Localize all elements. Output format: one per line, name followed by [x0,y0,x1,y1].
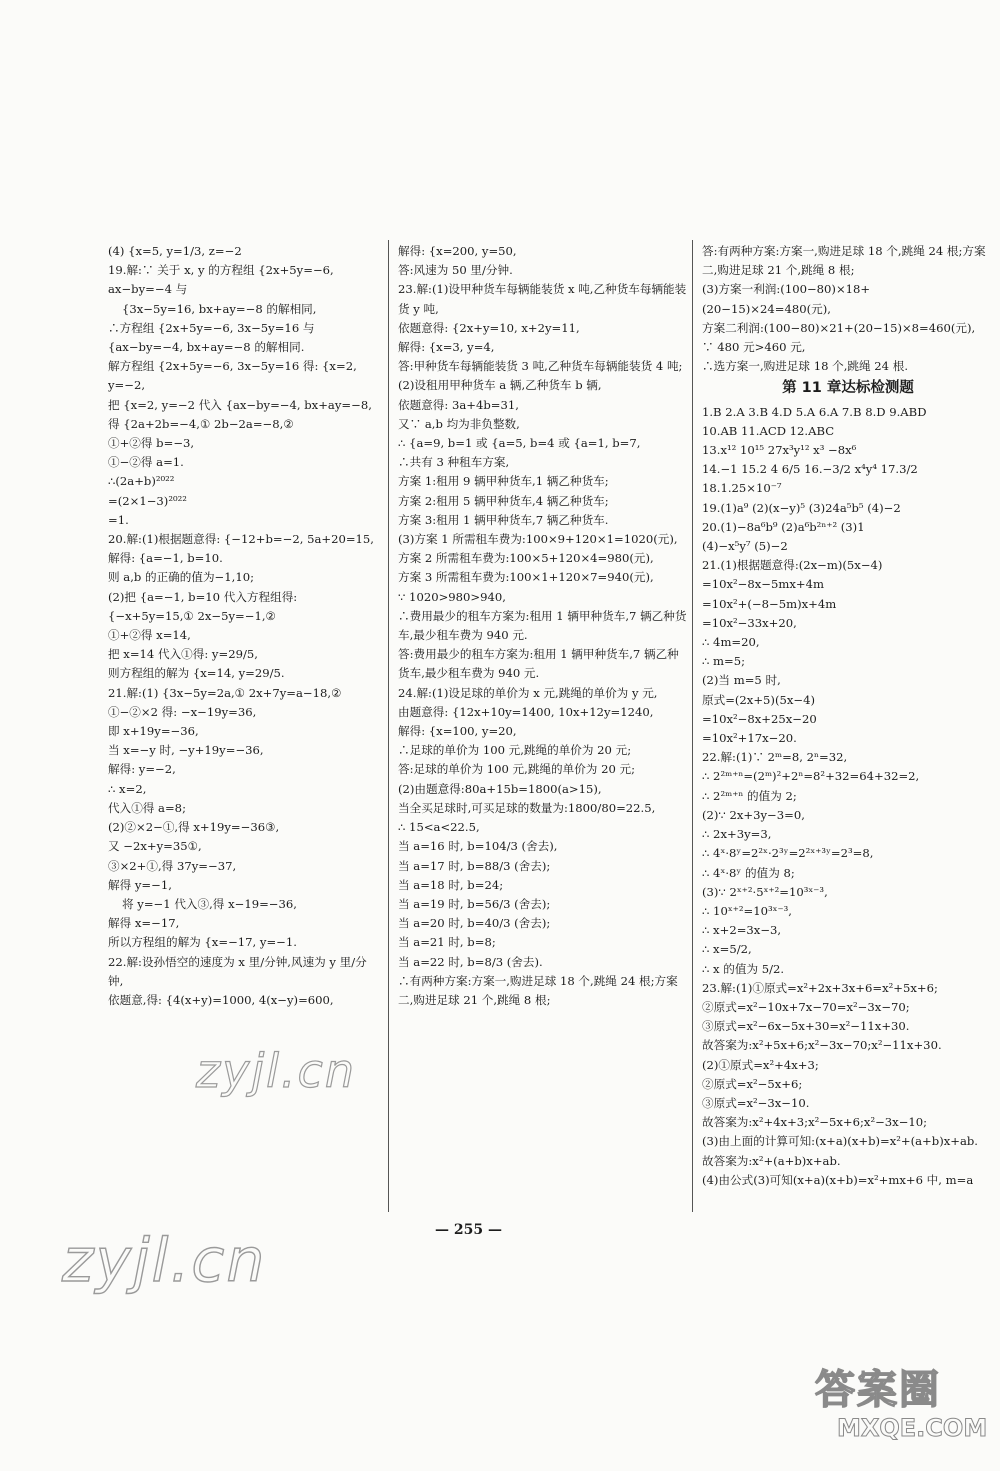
answer-line: 解得: {a=−1, b=10. [108,551,223,566]
answer-line: ①+②得 b=−3, [108,436,195,451]
answer-line: ∵ 1020>980>940, [398,589,506,604]
answer-line: 故答案为:x²+4x+3;x²−5x+6;x²−3x−10; [702,1115,928,1130]
answer-line: 14.−1 15.2 4 6/5 16.−3/2 x⁴y⁴ 17.3/2 [702,462,918,477]
answer-line: 22.解:(1)∵ 2ᵐ=8, 2ⁿ=32, [702,750,848,765]
answer-line: ③×2+①,得 37y=−37, [108,858,237,873]
answer-line: (2)①原式=x²+4x+3; [702,1057,819,1072]
answer-line: ∴ x=2, [108,781,147,796]
answer-line: 将 y=−1 代入③,得 x−19=−36, [122,896,297,911]
answer-line: 23.解:(1)①原式=x²+2x+3x+6=x²+5x+6; [702,980,938,995]
answer-line: ∴方程组 {2x+5y=−6, 3x−5y=16 与 {ax−by=−4, bx+ay=−8 的解相同. [108,320,315,355]
answer-line: 所以方程组的解为 {x=−17, y=−1. [108,935,297,950]
watermark-mid: zyjl.cn [196,1044,356,1098]
answer-line: 则 a,b 的正确的值为−1,10; [108,570,254,585]
answer-line: (3)∵ 2ˣ⁺²·5ˣ⁺²=10³ˣ⁻³, [702,884,828,899]
answer-line: ②原式=x²−10x+7x−70=x²−3x−70; [702,999,910,1014]
answer-line: 22.解:设孙悟空的速度为 x 里/分钟,风速为 y 里/分钟, [108,954,367,988]
answer-line: 解得: {x=100, y=20, [398,724,517,739]
answer-line: ∴ x=5/2, [702,942,752,957]
answer-line: 当 a=17 时, b=88/3 (舍去); [398,858,551,873]
answer-block-bottom [702,403,994,1190]
answer-line: 原式=(2x+5)(5x−4) [702,692,816,707]
answer-line: (2)设租用甲种货车 a 辆,乙种货车 b 辆, [398,378,602,393]
answer-line: 解得 y=−1, [108,877,172,892]
answer-line: 13.x¹² 10¹⁵ 27x³y¹² x³ −8x⁶ [702,443,857,458]
answer-line: ∵ 480 元>460 元, [702,340,806,355]
answer-line: 当 a=18 时, b=24; [398,877,504,892]
answer-line: 依题意得: 3a+4b=31, [398,397,519,412]
answer-line: ②原式=x²−5x+6; [702,1076,803,1091]
answer-line: (4)−x⁵y⁷ (5)−2 [702,539,788,554]
answer-line: 21.(1)根据题意得:(2x−m)(5x−4) [702,558,883,573]
answer-line: 解得: {x=3, y=4, [398,340,495,355]
answer-line: =10x²−8x+25x−20 [702,711,817,726]
answer-line: (3)由上面的计算可知:(x+a)(x+b)=x²+(a+b)x+ab. [702,1134,978,1149]
answer-line: 当 a=21 时, b=8; [398,935,496,950]
answer-line: 18.1.25×10⁻⁷ [702,481,782,496]
logo-text-en: MXQE.COM [837,1414,988,1442]
answer-line: ∴ {a=9, b=1 或 {a=5, b=4 或 {a=1, b=7, [398,436,641,451]
answer-line: ∴共有 3 种租车方案, [398,455,510,470]
answer-line: 由题意得: {12x+10y=1400, 10x+12y=1240, [398,704,654,719]
answer-line: ∴ 2²ᵐ⁺ⁿ 的值为 2; [702,788,797,803]
watermark-main: zyjl.cn [62,1226,267,1296]
answer-line: 答:甲种货车每辆能装货 3 吨,乙种货车每辆能装货 4 吨; [398,359,683,374]
answer-line: ∴ 10ˣ⁺²=10³ˣ⁻³, [702,903,792,918]
column-divider [388,240,389,1212]
answer-line: ∴选方案一,购进足球 18 个,跳绳 24 根. [702,359,909,374]
answer-line: 解得: y=−2, [108,762,176,777]
page-number: — 255 — [435,1222,502,1238]
answer-line: 方案二利润:(100−80)×21+(20−15)×8=460(元), [702,320,976,335]
answer-line: =10x²+(−8−5m)x+4m [702,596,837,611]
answer-line: ∴ 4ˣ·8ʸ 的值为 8; [702,865,795,880]
answer-line: 解得 x=−17, [108,916,180,931]
answer-line: (4)由公式(3)可知(x+a)(x+b)=x²+mx+6 中, m=a [702,1172,974,1187]
answer-line: 代入①得 a=8; [108,800,186,815]
answer-line: 依题意,得: {4(x+y)=1000, 4(x−y)=600, [108,992,334,1007]
answer-line: ∴(2a+b)²⁰²² [108,474,175,489]
answer-line: ∴ x 的值为 5/2. [702,961,785,976]
answer-line: ∴ 2²ᵐ⁺ⁿ=(2ᵐ)²+2ⁿ=8²+32=64+32=2, [702,769,920,784]
answer-line: (2)把 {a=−1, b=10 代入方程组得: {−x+5y=15,① 2x−5y=−1,② [108,589,298,623]
answer-line: 当 a=16 时, b=104/3 (舍去), [398,839,558,854]
answer-line: 解方程组 {2x+5y=−6, 3x−5y=16 得: {x=2, y=−2, [108,359,357,393]
answer-line: 方案 3 所需租车费为:100×1+120×7=940(元), [398,570,654,585]
answer-line: ∴ m=5; [702,654,746,669]
answer-line: 把 x=14 代入①得: y=29/5, [108,647,258,662]
answer-line: 方案 3:租用 1 辆甲种货车,7 辆乙种货车. [398,512,609,527]
answer-line: (2)②×2−①,得 x+19y=−36③, [108,820,280,835]
answer-column-left [108,242,380,1010]
answer-line: 答:风速为 50 里/分钟. [398,263,513,278]
answer-line: 方案 2:租用 5 辆甲种货车,4 辆乙种货车; [398,493,609,508]
answer-line: 解得: {x=200, y=50, [398,244,517,258]
logo-text-cn: 答案圈 [815,1367,941,1413]
answer-line: ①+②得 x=14, [108,628,191,643]
answer-line: 19.(1)a⁹ (2)(x−y)⁵ (3)24a⁵b⁵ (4)−2 [702,500,901,515]
answer-line: =10x²+17x−20. [702,731,797,746]
answer-line: ∴ x+2=3x−3, [702,923,782,938]
answer-line: ∴ 2x+3y=3, [702,827,772,842]
answer-line: ∴ 4m=20, [702,635,760,650]
answer-line: (3)方案一利润:(100−80)×18+(20−15)×24=480(元), [702,282,871,316]
answer-line: 19.解:∵ 关于 x, y 的方程组 {2x+5y=−6, ax−by=−4 与 [108,263,334,297]
answer-line: 方案 2 所需租车费为:100×5+120×4=980(元), [398,551,654,566]
answer-line: ∴费用最少的租车方案为:租用 1 辆甲种货车,7 辆乙种货车,最少租车费为 940 元. [398,608,687,643]
answer-block-top [702,242,994,376]
answer-line: 23.解:(1)设甲种货车每辆能装货 x 吨,乙种货车每辆能装货 y 吨, [398,282,687,316]
answer-line: 又∵ a,b 均为非负整数, [398,416,520,431]
answer-column-right [702,242,994,1190]
answer-line: 20.(1)−8a⁶b⁹ (2)a⁶b²ⁿ⁺² (3)1 [702,519,865,534]
answer-line: 答:费用最少的租车方案为:租用 1 辆甲种货车,7 辆乙种货车,最少租车费为 940 元. [398,647,679,681]
answer-line: (2)当 m=5 时, [702,673,781,688]
answer-line: 10.AB 11.ACD 12.ABC [702,423,835,438]
answer-line: ③原式=x²−6x−5x+30=x²−11x+30. [702,1019,910,1034]
answer-line: 当 a=20 时, b=40/3 (舍去); [398,916,551,931]
answer-line: 故答案为:x²+(a+b)x+ab. [702,1153,841,1168]
answer-line: 20.解:(1)根据题意得: {−12+b=−2, 5a+20=15, [108,532,374,547]
answer-column-middle [398,242,688,1010]
answer-line: 当全买足球时,可买足球的数量为:1800/80=22.5, [398,800,656,815]
answer-line: 24.解:(1)设足球的单价为 x 元,跳绳的单价为 y 元, [398,685,658,700]
answer-line: 答:有两种方案:方案一,购进足球 18 个,跳绳 24 根;方案二,购进足球 21 个,跳绳 8 根; [702,244,986,278]
answer-line: 则方程组的解为 {x=14, y=29/5. [108,666,285,681]
answer-line: ①−②得 a=1. [108,455,184,470]
answer-line: =(2×1−3)²⁰²² [108,493,187,508]
answer-line: (2)∵ 2x+3y−3=0, [702,807,805,822]
answer-line: (4) {x=5, y=1/3, z=−2 [108,244,242,258]
answer-line: ∴ 15<a<22.5, [398,820,480,835]
answer-line: (3)方案 1 所需租车费为:100×9+120×1=1020(元), [398,532,678,547]
answer-line: =10x²−33x+20, [702,615,797,630]
column-divider [692,240,693,1212]
answer-line: 即 x+19y=−36, [108,724,199,739]
answer-line: ③原式=x²−3x−10. [702,1095,810,1110]
answer-line: {3x−5y=16, bx+ay=−8 的解相同, [122,301,317,316]
answer-line: 当 a=19 时, b=56/3 (舍去); [398,896,551,911]
answer-line: 21.解:(1) {3x−5y=2a,① 2x+7y=a−18,② [108,685,342,700]
answer-line: 又 −2x+y=35①, [108,839,202,854]
answer-line: 当 a=22 时, b=8/3 (舍去). [398,954,543,969]
answer-line: ∴ 4ˣ·8ʸ=2²ˣ·2³ʸ=2²ˣ⁺³ʸ=2³=8, [702,846,874,861]
answer-line: 故答案为:x²+5x+6;x²−3x−70;x²−11x+30. [702,1038,942,1053]
site-logo [815,1358,988,1458]
answer-line: 当 x=−y 时, −y+19y=−36, [108,743,264,758]
answer-line: ∴足球的单价为 100 元,跳绳的单价为 20 元; [398,743,632,758]
answer-line: (2)由题意得:80a+15b=1800(a>15), [398,781,602,796]
answer-line: 依题意得: {2x+y=10, x+2y=11, [398,320,580,335]
answer-line: ①−②×2 得: −x−19y=36, [108,704,257,719]
answer-line: 方案 1:租用 9 辆甲种货车,1 辆乙种货车; [398,474,609,489]
answer-line: 把 {x=2, y=−2 代入 {ax−by=−4, bx+ay=−8, [108,397,372,412]
answer-line: 1.B 2.A 3.B 4.D 5.A 6.A 7.B 8.D 9.ABD [702,404,927,419]
answer-line: 答:足球的单价为 100 元,跳绳的单价为 20 元; [398,762,636,777]
answer-line: =10x²−8x−5mx+4m [702,577,824,592]
answer-line: ∴有两种方案:方案一,购进足球 18 个,跳绳 24 根;方案二,购进足球 21 个,跳绳 8 根; [398,973,678,1007]
answer-line: =1. [108,512,129,527]
chapter-title: 第 11 章达标检测题 [782,380,914,397]
answer-line: 得 {2a+2b=−4,① 2b−2a=−8,② [108,416,294,431]
